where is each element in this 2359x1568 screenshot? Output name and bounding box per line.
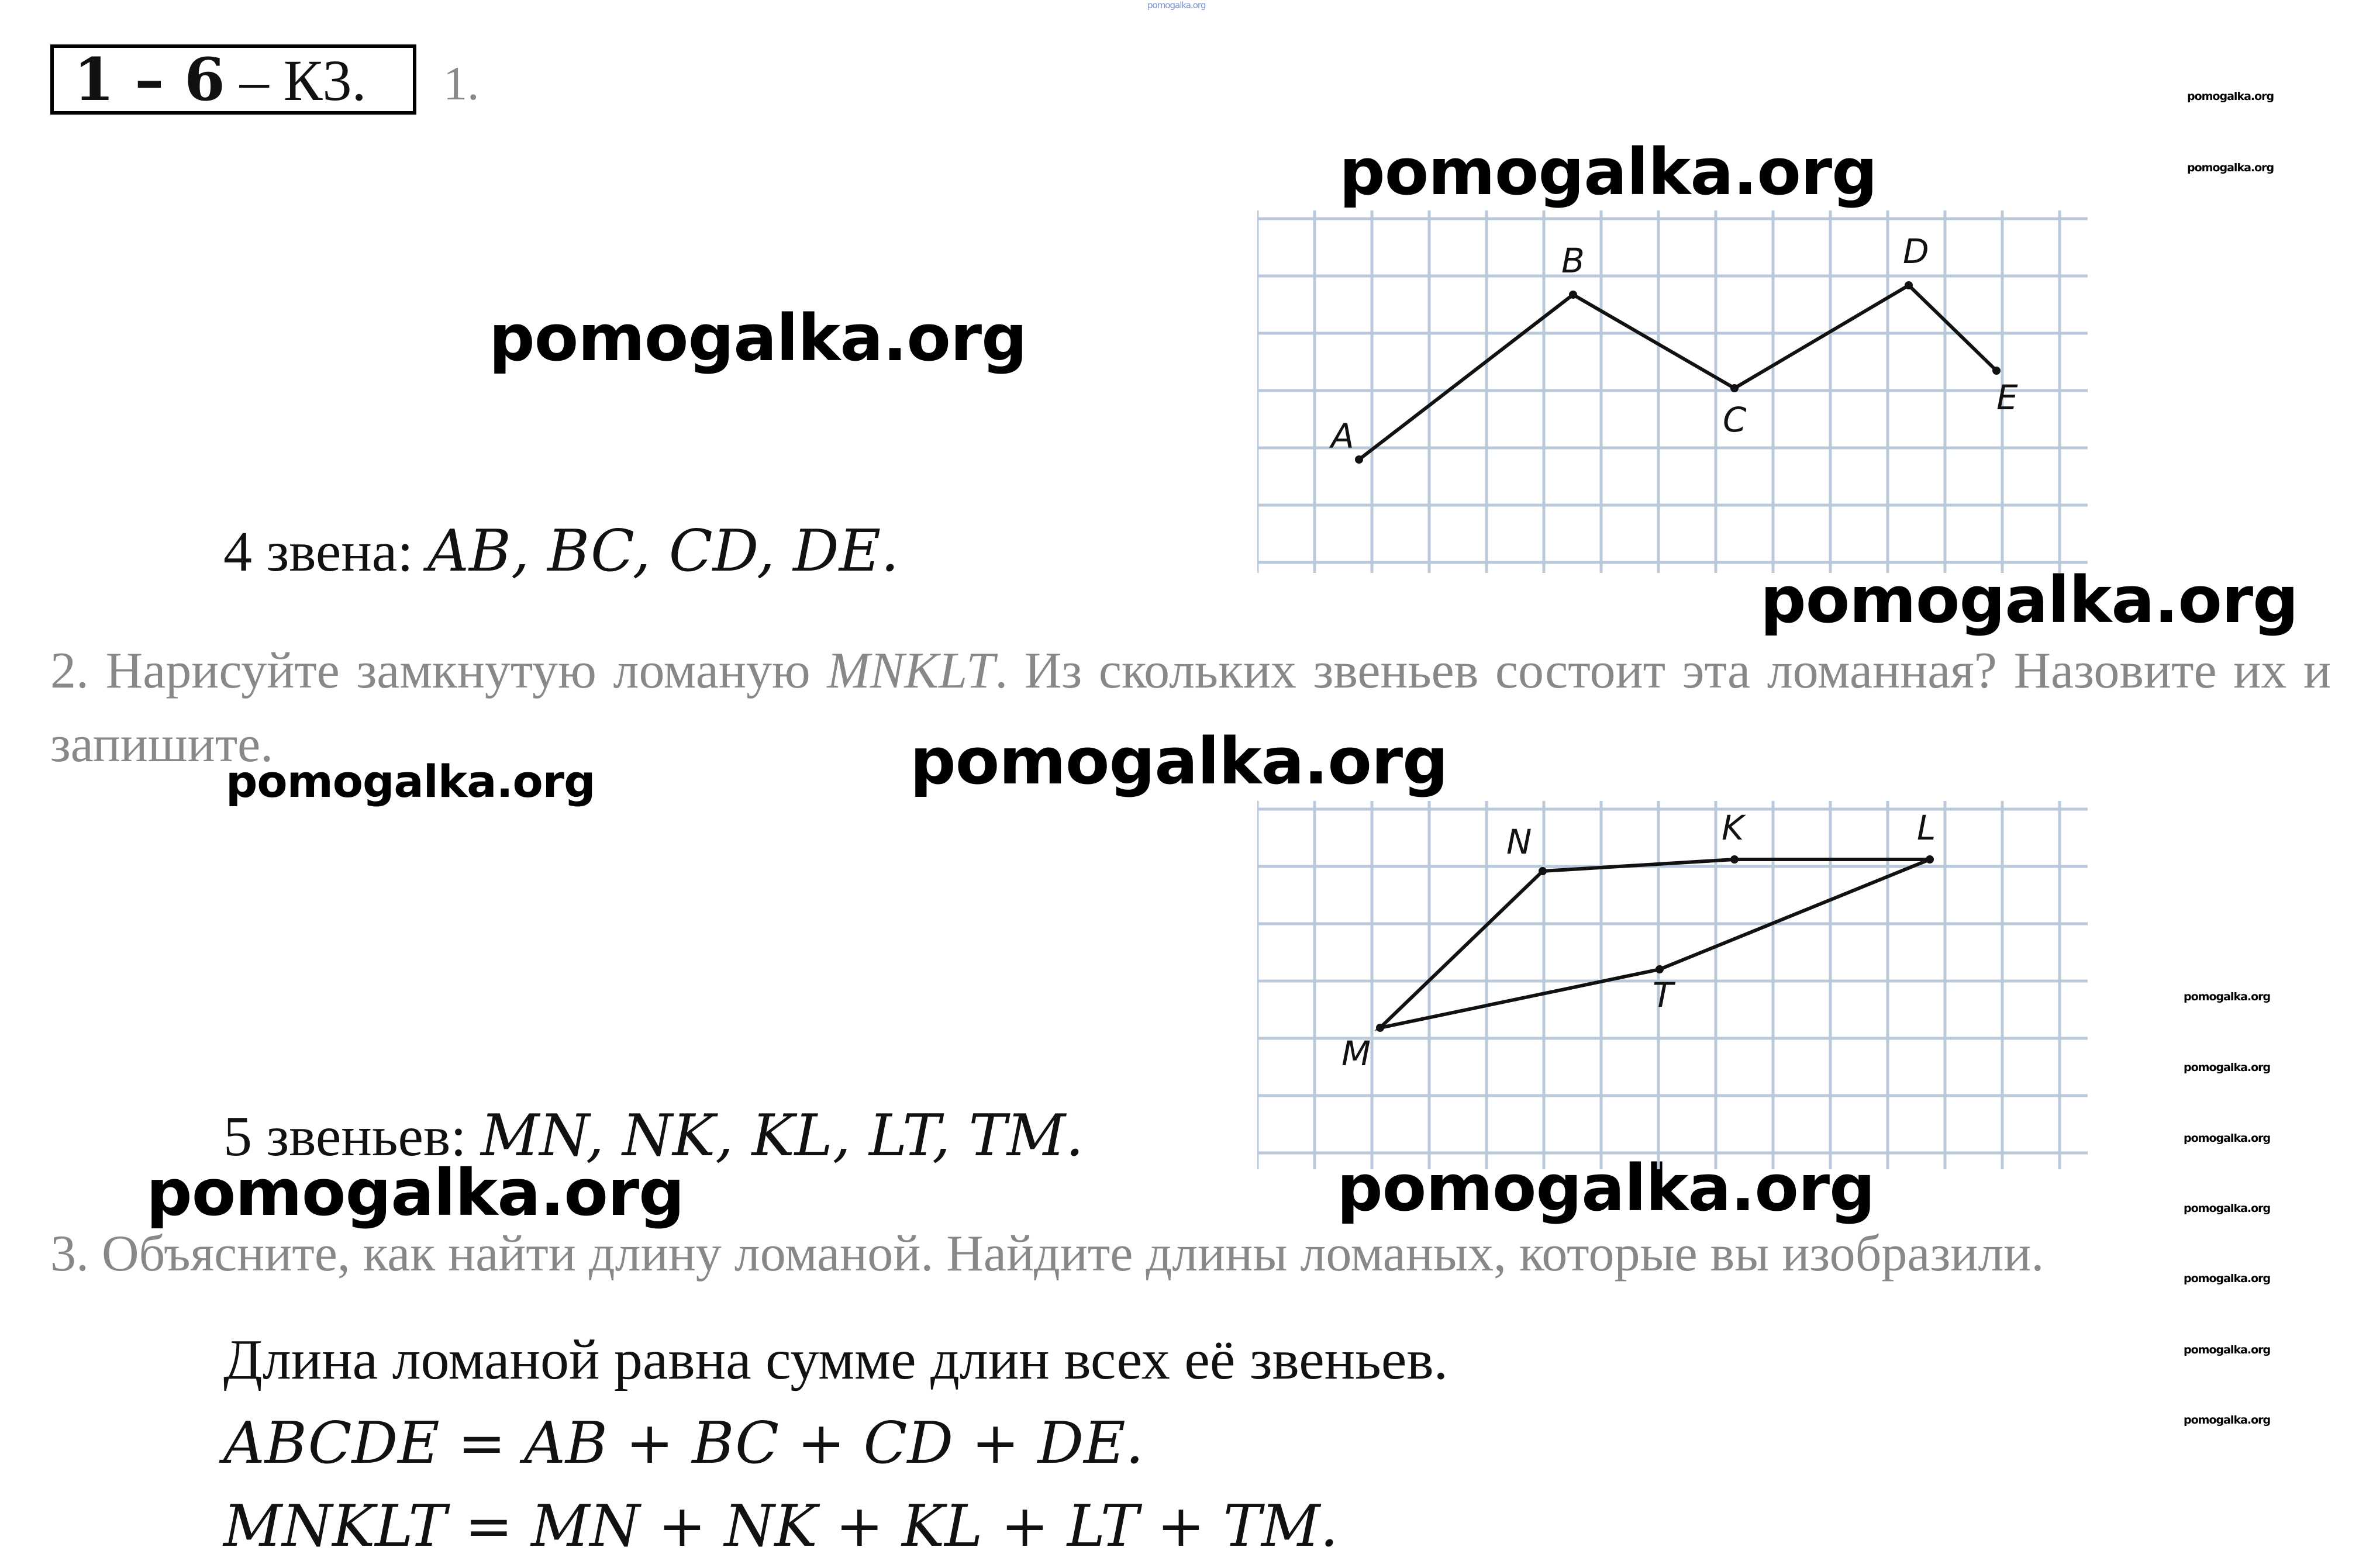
- polyline-mnklt-figure: [1257, 801, 2099, 1169]
- task3-text: 3. Объясните, как найти длину ломаной. Найдите длины ломаных, которые вы изобразили.: [50, 1225, 2044, 1282]
- grid-lines: [1257, 210, 2088, 573]
- vertex-dots: [1355, 281, 2001, 464]
- answer1-line: [223, 518, 899, 585]
- watermark: pomogalka.org: [226, 755, 595, 807]
- watermark-small: pomogalka.org: [2184, 1343, 2271, 1356]
- task2-lead: 2. Нарисуйте замкнутую ломаную: [50, 643, 827, 699]
- watermark-top: pomogalka.org: [1147, 0, 1206, 11]
- watermark: pomogalka.org: [1337, 1151, 1875, 1225]
- point-label-a: A: [1331, 416, 1354, 456]
- answer2-line: [223, 1103, 1084, 1169]
- watermark-small: pomogalka.org: [2184, 1132, 2271, 1145]
- task2-text: [50, 634, 2331, 782]
- point-label-n: N: [1506, 822, 1532, 862]
- section-code: – К3.: [225, 48, 367, 113]
- polyline-abcde-figure: [1257, 210, 2099, 573]
- task2-rest: . Из скольких звеньев состоит эта ломанная? Назовите их и запишите.: [50, 643, 2331, 773]
- watermark: pomogalka.org: [910, 724, 1448, 799]
- watermark-small: pomogalka.org: [2187, 90, 2274, 103]
- point-label-k: K: [1722, 808, 1744, 848]
- answer3-line2: ABCDE = AB + BC + CD + DE.: [223, 1410, 1144, 1477]
- point-label-d: D: [1903, 232, 1929, 271]
- section-label-box: [50, 44, 416, 115]
- task2-figure-name: MNKLT: [827, 643, 995, 699]
- task1-number: 1.: [443, 57, 480, 110]
- answer1-prefix: 4 звена:: [223, 520, 428, 583]
- point-label-l: L: [1917, 808, 1936, 848]
- point-label-b: B: [1561, 241, 1585, 281]
- answer2-segments: MN, NK, KL, LT, TM.: [481, 1103, 1084, 1169]
- watermark-small: pomogalka.org: [2184, 1414, 2271, 1427]
- point-label-c: C: [1723, 400, 1747, 440]
- answer3-line3: MNKLT = MN + NK + KL + LT + TM.: [223, 1493, 1339, 1560]
- watermark: pomogalka.org: [489, 301, 1027, 375]
- watermark-small: pomogalka.org: [2184, 1272, 2271, 1285]
- point-label-e: E: [1996, 378, 2018, 417]
- watermark-small: pomogalka.org: [2184, 1061, 2271, 1074]
- watermark: pomogalka.org: [146, 1155, 684, 1230]
- answer1-segments: AB, BC, CD, DE.: [427, 518, 899, 585]
- answer2-prefix: 5 звеньев:: [223, 1105, 481, 1168]
- watermark-small: pomogalka.org: [2184, 990, 2271, 1003]
- point-label-m: M: [1341, 1034, 1371, 1073]
- watermark: pomogalka.org: [1760, 562, 2298, 637]
- watermark-small: pomogalka.org: [2187, 161, 2274, 174]
- polyline-abcde: [1359, 285, 1996, 460]
- section-number: 1 – 6: [74, 45, 225, 114]
- point-label-t: T: [1653, 975, 1674, 1015]
- watermark: pomogalka.org: [1339, 134, 1877, 209]
- watermark-small: pomogalka.org: [2184, 1202, 2271, 1215]
- answer3-line1: Длина ломаной равна сумме длин всех её звеньев.: [223, 1328, 1448, 1391]
